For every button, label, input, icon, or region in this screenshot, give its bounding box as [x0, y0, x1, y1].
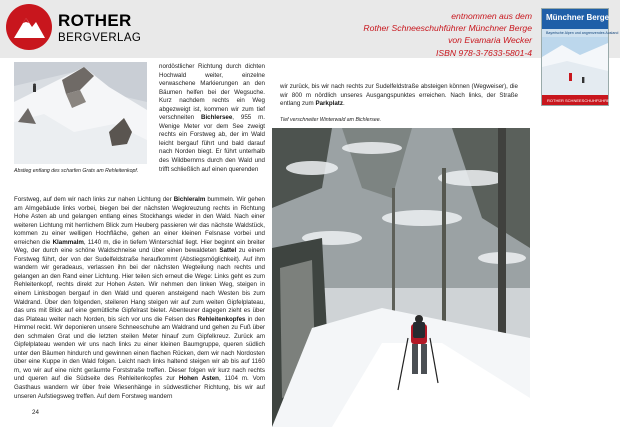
source-line: von Evamaria Wecker — [448, 35, 532, 46]
cover-title: Münchner Berge — [546, 13, 610, 22]
book-cover — [541, 8, 619, 106]
text-body-main — [14, 196, 265, 401]
place-name: Hohen Asten — [178, 375, 219, 383]
photo-caption: Tief verschneiter Winterwald am Bichlersee. — [280, 117, 382, 123]
place-name: Rehleitenkopfes — [197, 315, 246, 323]
text-run: nordöstlicher Richtung durch dichten Hochwald weiter, einzelne verwaschene Markierungen an den Bäumen helfen bei der Wegsuche. Kurz nachdem rechts ein Weg abgezweigt ist, kommen wir zum tief verschneiten — [159, 63, 265, 122]
source-line: ISBN 978-3-7633-5801-4 — [435, 47, 532, 58]
ridge-photo — [14, 62, 147, 164]
forest-photo — [272, 128, 530, 427]
mountain-icon — [6, 4, 52, 50]
photo-caption: Abstieg entlang des scharfen Grats am Rehleitenkopf. — [14, 168, 139, 174]
page-number: 24 — [32, 409, 39, 416]
source-line: entnommen aus dem — [451, 11, 532, 21]
text-run: wir zurück, bis wir nach rechts zur Sudelfeldstraße absteigen können (Wegweiser), die wir 800 m nördlich unseres Ausgangspunktes erreichen. Nach links, der Straße entlang zum — [280, 83, 518, 108]
place-name: Sattel — [219, 247, 237, 255]
text-run: Forstweg, auf dem wir nach links zur nahen Lichtung der — [14, 196, 174, 203]
text-run: , 1104 m. Vom Gasthaus wandern wir über freie Wiesenhänge in südwestlicher Richtung, bis wir auf unseren Aufstiegsweg treffen. Auf dem Forstweg wandern — [14, 375, 266, 400]
ridge-photo-image — [14, 62, 147, 164]
text-run: , 1140 m, die in tiefem Winterschlaf liegt. Hier beginnt ein breiter Weg, der durch eine schöne Waldschneise und über einen bewaldeten — [14, 238, 265, 255]
rother-logo — [6, 4, 52, 50]
text-run: , 955 m. Wenige Meter vor dem See zweigt rechts ein Forstweg ab, der im Wald leicht bergauf führt und bald darauf nach Norden biegt. Er führt unterhalb des Wildbernrns durch den Wald und trifft schließlich auf einen querenden — [159, 114, 265, 173]
forest-photo-image — [272, 128, 530, 427]
brand-subtitle: BERGVERLAG — [58, 32, 142, 44]
source-line: Rother Schneeschuhführer Münchner Berge — [363, 23, 532, 34]
cover-photo — [542, 37, 608, 95]
brand-name: ROTHER — [58, 11, 132, 30]
text-run: bummeln. Wir gehen am Almgebäude links vorbei, biegen bei der nächsten Wegkreuzung rechts in Richtung Hohe Asten ab und gelangen entlang eines Stockhangs wieder in den Wald. Nach einer weiteren Lichtung mit herrlichem Blick zum Heuberg passieren wir das nächste Waldstück, kommen zu einer welligen Hochfläche, gehen an einer kleinen Felsnase vorbei und erreichen die — [14, 196, 265, 246]
text-right-page — [280, 83, 518, 109]
place-name: Klammalm — [52, 238, 84, 246]
place-name: Bichlersee — [200, 114, 233, 122]
place-name: Parkplatz — [315, 100, 343, 108]
source-reference — [292, 10, 532, 59]
text-run: in den Himmel reckt. Wir deponieren unsere Schneeschuhe am Waldrand und gehen zu Fuß über den schmalen Grat und die letzten steilen Meter hinauf zum Gipfelkreuz. Zurück am Gipfelplateau wenden wir uns nach links zu einer kleinen Baumgruppe, queren südlich unter den Bäumen hindurch und gewinnen einen flachen Rücken, dem wir nach Nordosten über eine Kuppe in den Wald folgen. Leicht nach links haltend steigen wir ab bis auf 1160 m, wo wir auf eine nicht geräumte Forststraße treffen. Dieser folgen wir kurz nach rechts und queren auf die Südseite des Rehleitenkopfes zur — [14, 315, 266, 383]
place-name: Bichleralm — [173, 196, 206, 203]
cover-subtitle: Bayerische Alpen und angrenzendes Ausland — [546, 31, 619, 35]
text-run: . — [342, 100, 345, 108]
text-column-right — [159, 63, 265, 174]
cover-series: ROTHER SCHNEESCHUHFÜHRER — [547, 98, 613, 103]
text-run: zu einem Forstweg führt, der von der Sudelfeldstraße heraufkommt (Abstiegsmöglichkeit). Auf ihm wandern wir geradeaus, verlassen ihn bei der nächsten Wegteilung nach rechts und gelangen an den Rand einer Lichtung. Hier teilen sich erneut die Wege: Links geht es zum Rehleitenkopf, rechts direkt zur Hohen Asten. Wir nehmen den linken Weg, steigen in einem Linksbogen bergauf in den Wald und queren ansteigend nach Westen bis zum Waldrand. Über den folgenden, steileren Hang steigen wir auf zum weiten Gipfelplateau, das uns mit Blick auf eine gemütliche Gipfelrast bietet. Abenteurer dagegen zieht es über das Plateau weiter nach Norden, bis sich vor uns die Felsen des — [14, 247, 265, 323]
